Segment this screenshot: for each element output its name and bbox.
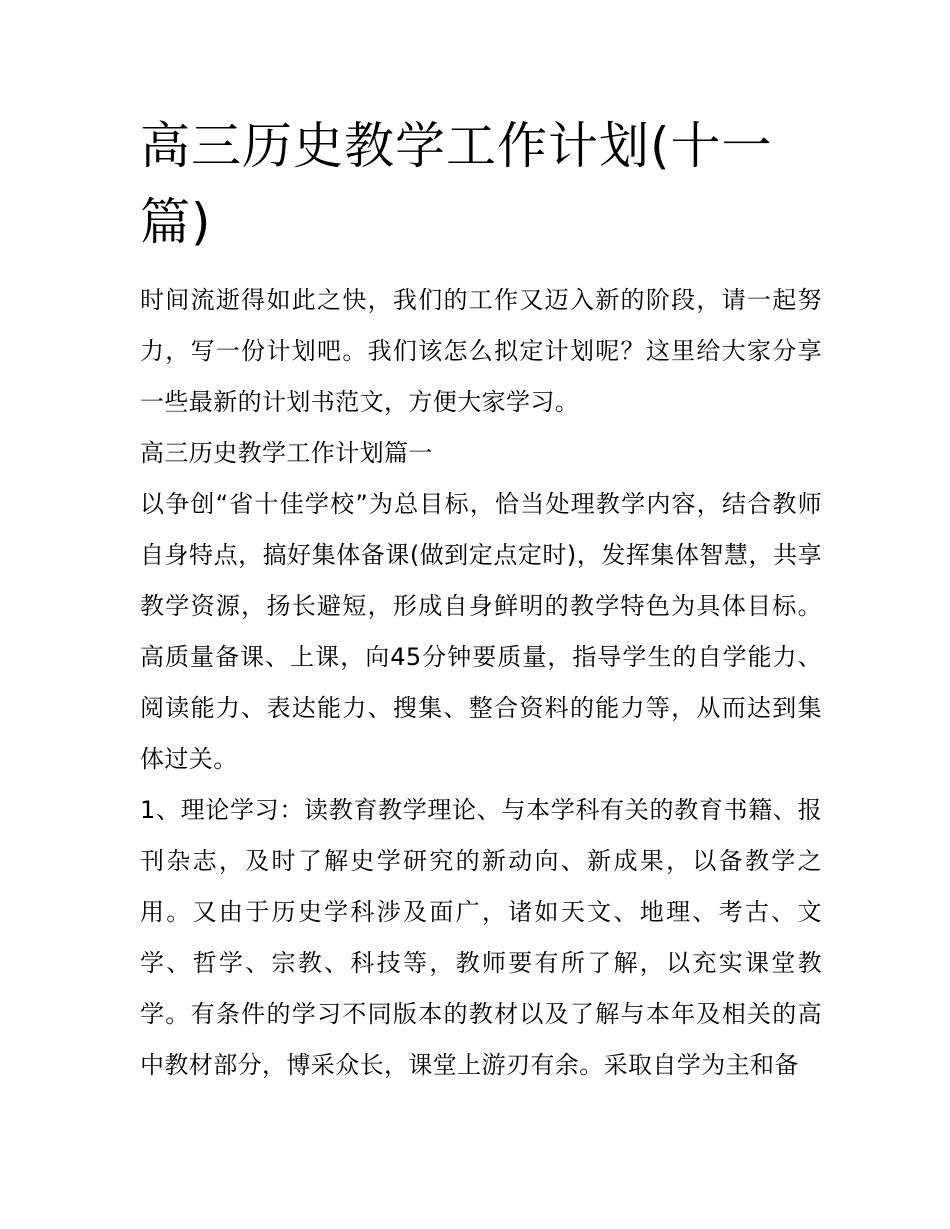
theory-study-paragraph: 1、理论学习：读教育教学理论、与本学科有关的教育书籍、报刊杂志，及时了解史学研究的新动向、新成果，以备教学之用。又由于历史学科涉及面广，诸如天文、地理、考古、文学、哲学、宗教、科技等，教师要有所了解，以充实课堂教学。有条件的学习不同版本的教材以及了解与本年及相关的高中教材部分，博采众长，课堂上游刃有余。采取自学为主和备 [140,796,822,1079]
intro-paragraph: 时间流逝得如此之快，我们的工作又迈入新的阶段，请一起努力，写一份计划吧。我们该怎么拟定计划呢？这里给大家分享一些最新的计划书范文，方便大家学习。 [140,286,822,416]
goal-paragraph: 以争创“省十佳学校”为总目标，恰当处理教学内容，结合教师自身特点，搞好集体备课(做到定点定时)，发挥集体智慧，共享教学资源，扬长避短，形成自身鲜明的教学特色为具体目标。高质量备课、上课，向45分钟要质量，指导学生的自学能力、阅读能力、表达能力、搜集、整合资料的能力等，从而达到集体过关。 [140,490,822,773]
section-heading: 高三历史教学工作计划篇一 [140,439,433,467]
document-title: 高三历史教学工作计划(十一篇) [140,117,773,251]
document-body [140,275,822,1091]
